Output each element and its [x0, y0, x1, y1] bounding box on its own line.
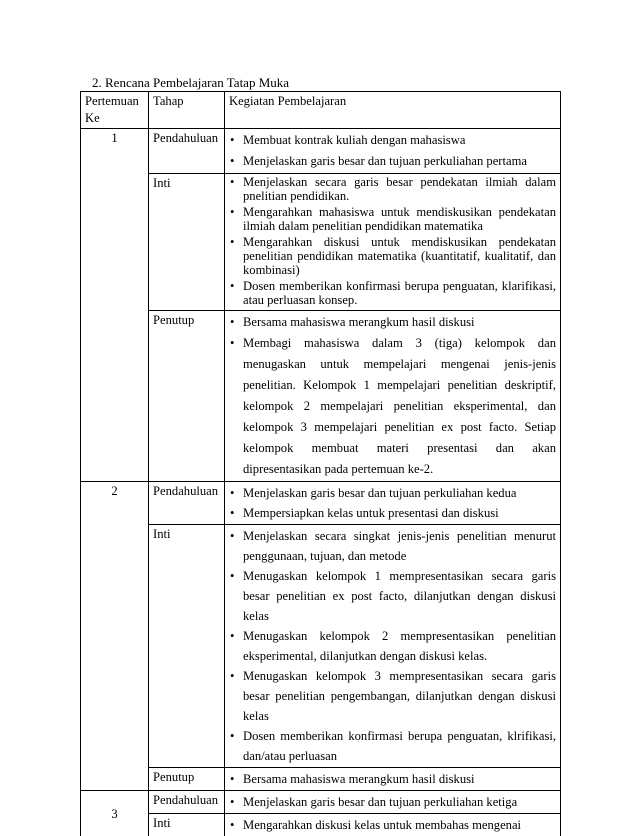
- table-row: [81, 525, 561, 768]
- activity-item: • Menjelaskan garis besar dan tujuan perkuliahan kedua: [229, 483, 556, 503]
- table-row: [81, 174, 561, 311]
- activities-cell: [225, 791, 561, 814]
- activity-item: • Menugaskan kelompok 3 mempresentasikan secara garis besar penelitian pengembangan, dilanjutkan dengan diskusi kelas: [229, 666, 556, 726]
- table-row: [81, 791, 561, 814]
- table-header-row: [81, 92, 561, 129]
- activities-cell: [225, 174, 561, 311]
- table-row: [81, 311, 561, 482]
- stage-name: Inti: [149, 814, 225, 836]
- meeting-number: 1: [81, 129, 149, 482]
- activity-item: • Membagi mahasiswa dalam 3 (tiga) kelompok dan menugaskan untuk mempelajari mengenai jenis-jenis penelitian. Kelompok 1 mempelajari penelitian deskriptif, kelompok 2 mempelajari penelitian eksperimental, dan kelompok 3 mempelajari penelitian ex post facto. Setiap kelompok membuat materi presentasi dan akan dipresentasikan pada pertemuan ke-2.: [229, 333, 556, 480]
- stage-name: Penutup: [149, 768, 225, 791]
- header-stage: Tahap: [149, 92, 225, 129]
- activity-item: • Bersama mahasiswa merangkum hasil diskusi: [229, 769, 556, 789]
- activities-cell: [225, 482, 561, 525]
- stage-name: Pendahuluan: [149, 482, 225, 525]
- lesson-plan-table: [80, 91, 561, 836]
- activity-item: • Membuat kontrak kuliah dengan mahasiswa: [229, 130, 556, 151]
- activities-cell: [225, 311, 561, 482]
- table-row: [81, 482, 561, 525]
- activity-item: • Dosen memberikan konfirmasi berupa penguatan, klrifikasi, dan/atau perluasan: [229, 726, 556, 766]
- activities-cell: [225, 525, 561, 768]
- activities-cell: [225, 768, 561, 791]
- activity-item: • Dosen memberikan konfirmasi berupa penguatan, klarifikasi, atau perluasan konsep.: [229, 279, 556, 307]
- table-row: [81, 768, 561, 791]
- section-heading: 2. Rencana Pembelajaran Tatap Muka: [92, 75, 289, 91]
- activity-item: • Mengarahkan diskusi untuk mendiskusikan pendekatan penelitian pendidikan matematika (kuantitatif, kualitatif, dan kombinasi): [229, 235, 556, 277]
- activity-item: • Mengarahkan mahasiswa untuk mendiskusikan pendekatan ilmiah dalam penelitian pendidikan matematika: [229, 205, 556, 233]
- table-row: [81, 129, 561, 174]
- activity-item: • Menugaskan kelompok 1 mempresentasikan secara garis besar penelitian ex post facto, dilanjutkan dengan diskusi kelas: [229, 566, 556, 626]
- table-row: [81, 814, 561, 836]
- activity-item: • Mempersiapkan kelas untuk presentasi dan diskusi: [229, 503, 556, 523]
- activity-item: • Menugaskan kelompok 2 mempresentasikan penelitian eksperimental, dilanjutkan dengan diskusi kelas.: [229, 626, 556, 666]
- stage-name: Inti: [149, 174, 225, 311]
- activity-item: • Menjelaskan secara singkat jenis-jenis penelitian menurut penggunaan, tujuan, dan metode: [229, 526, 556, 566]
- stage-name: Inti: [149, 525, 225, 768]
- stage-name: Penutup: [149, 311, 225, 482]
- header-meeting: Pertemuan Ke: [81, 92, 149, 129]
- activity-item: • Menjelaskan garis besar dan tujuan perkuliahan pertama: [229, 151, 556, 172]
- activity-item: • Bersama mahasiswa merangkum hasil diskusi: [229, 312, 556, 333]
- stage-name: Pendahuluan: [149, 129, 225, 174]
- stage-name: Pendahuluan: [149, 791, 225, 814]
- activity-item: • Mengarahkan diskusi kelas untuk membahas mengenai: [229, 815, 556, 835]
- activity-item: • Menjelaskan secara garis besar pendekatan ilmiah dalam pnelitian pendidikan.: [229, 175, 556, 203]
- meeting-number: 3: [81, 791, 149, 836]
- header-activities: Kegiatan Pembelajaran: [225, 92, 561, 129]
- activities-cell: [225, 814, 561, 836]
- activity-item: • Menjelaskan garis besar dan tujuan perkuliahan ketiga: [229, 792, 556, 812]
- meeting-number: 2: [81, 482, 149, 791]
- activities-cell: [225, 129, 561, 174]
